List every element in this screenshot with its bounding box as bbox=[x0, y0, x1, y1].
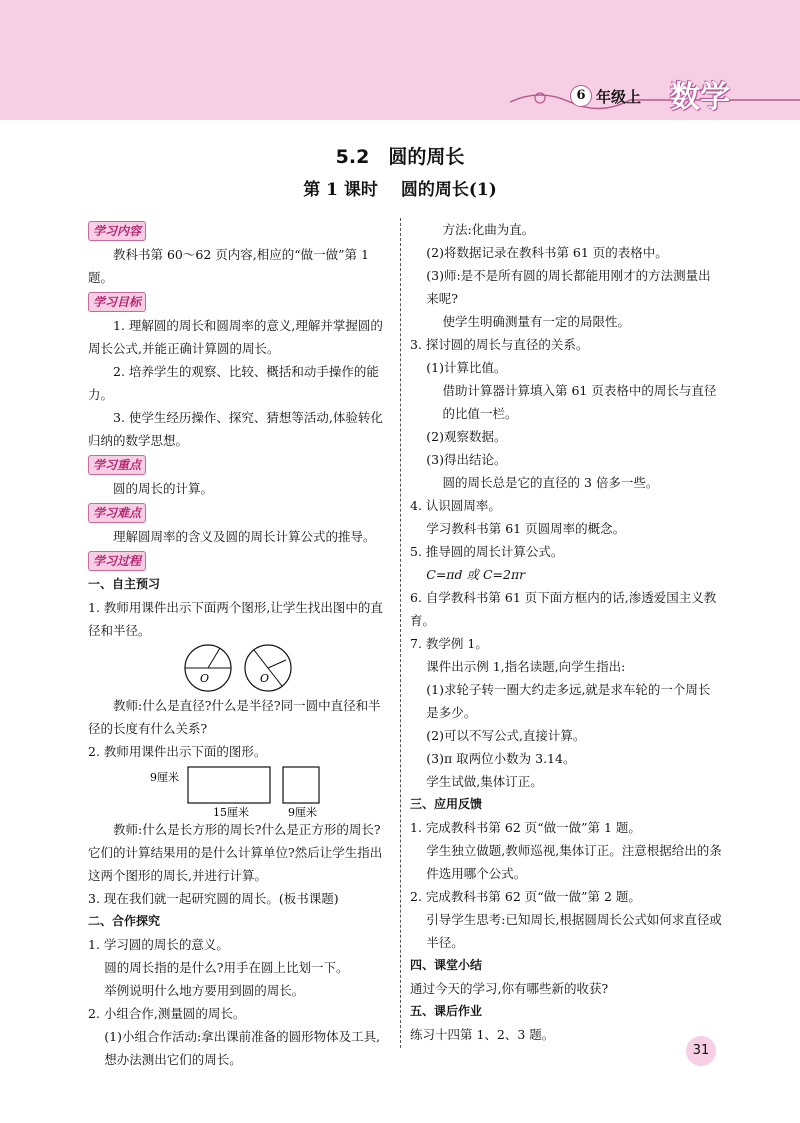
process-text: 引导学生思考:已知周长,根据圆周长公式如何求直径或半径。 bbox=[426, 912, 722, 950]
key-point-text: 圆的周长的计算。 bbox=[113, 481, 214, 496]
section-tag: 学习内容 bbox=[88, 221, 146, 241]
process-item: 6. 自学教科书第 61 页下面方框内的话,渗透爱国主义教育。 bbox=[410, 590, 717, 628]
section-heading: 五、课后作业 bbox=[410, 1004, 483, 1018]
shapes-diagram bbox=[88, 763, 392, 818]
process-text: 使学生明确测量有一定的局限性。 bbox=[442, 314, 631, 329]
process-text: 课件出示例 1,指名读题,向学生指出: bbox=[426, 659, 626, 674]
process-item: 3. 现在我们就一起研究圆的周长。(板书课题) bbox=[88, 891, 339, 906]
section-tag: 学习过程 bbox=[88, 551, 146, 571]
process-text: 圆的周长总是它的直径的 3 倍多一些。 bbox=[442, 475, 659, 490]
rect-width-label: 15厘米 bbox=[213, 806, 249, 818]
process-item: 2. 教师用课件出示下面的图形。 bbox=[88, 744, 267, 759]
process-text: (1)计算比值。 bbox=[426, 360, 507, 375]
center-label: O bbox=[200, 672, 210, 685]
process-item: 2. 小组合作,测量圆的周长。 bbox=[88, 1006, 246, 1021]
process-text: 练习十四第 1、2、3 题。 bbox=[410, 1027, 555, 1042]
section-heading: 二、合作探究 bbox=[88, 914, 161, 928]
process-text: 学生独立做题,教师巡视,集体订正。注意根据给出的条件选用哪个公式。 bbox=[426, 843, 722, 881]
page-number: 31 bbox=[686, 1036, 716, 1066]
process-item: 1. 完成教科书第 62 页“做一做”第 1 题。 bbox=[410, 820, 641, 835]
process-text: 借助计算器计算填入第 61 页表格中的周长与直径的比值一栏。 bbox=[442, 383, 717, 421]
goal-item: 2. 培养学生的观察、比较、概括和动手操作的能力。 bbox=[88, 364, 379, 402]
process-item: 7. 教学例 1。 bbox=[410, 636, 488, 651]
process-text: (1)求轮子转一圈大约走多远,就是求车轮的一个周长是多少。 bbox=[426, 682, 711, 720]
circle-figure bbox=[88, 642, 392, 694]
process-text: (3)得出结论。 bbox=[426, 452, 507, 467]
grade-label bbox=[570, 85, 641, 107]
circles-diagram bbox=[88, 642, 392, 694]
page-title: 5.2 圆的周长 bbox=[335, 146, 465, 168]
process-text: 通过今天的学习,你有哪些新的收获? bbox=[410, 981, 609, 996]
process-item: 1. 学习圆的周长的意义。 bbox=[88, 937, 229, 952]
center-label: O bbox=[260, 672, 270, 685]
lesson-subtitle: 第 1 课时 圆的周长(1) bbox=[303, 180, 497, 200]
header-banner bbox=[0, 0, 800, 120]
process-text: (3)π 取两位小数为 3.14。 bbox=[426, 751, 576, 766]
column-divider bbox=[400, 218, 401, 1048]
rect-height-label: 9厘米 bbox=[150, 771, 179, 784]
rectangle-figure bbox=[88, 763, 392, 818]
difficulty-text: 理解圆周率的含义及圆的周长计算公式的推导。 bbox=[113, 529, 376, 544]
teacher-question: 教师:什么是长方形的周长?什么是正方形的周长?它们的计算结果用的是什么计算单位?然后让学生指出这两个图形的周长,并进行计算。 bbox=[88, 822, 383, 883]
square-side-label: 9厘米 bbox=[288, 806, 317, 818]
process-text: (2)观察数据。 bbox=[426, 429, 507, 444]
process-item: 2. 完成教科书第 62 页“做一做”第 2 题。 bbox=[410, 889, 641, 904]
decorative-swirl-icon bbox=[500, 78, 800, 118]
grade-number: 6 bbox=[570, 85, 592, 107]
content-text: 教科书第 60～62 页内容,相应的“做一做”第 1 题。 bbox=[88, 247, 369, 285]
goal-item: 1. 理解圆的周长和圆周率的意义,理解并掌握圆的周长公式,并能正确计算圆的周长。 bbox=[88, 318, 383, 356]
process-item: 4. 认识圆周率。 bbox=[410, 498, 501, 513]
process-text: (2)可以不写公式,直接计算。 bbox=[426, 728, 586, 743]
process-text: (3)师:是不是所有圆的周长都能用刚才的方法测量出来呢? bbox=[426, 268, 711, 306]
process-text: 学习教科书第 61 页圆周率的概念。 bbox=[426, 521, 626, 536]
grade-text: 年级上 bbox=[596, 87, 642, 106]
section-tag: 学习难点 bbox=[88, 503, 146, 523]
process-text: (2)将数据记录在教科书第 61 页的表格中。 bbox=[426, 245, 668, 260]
section-heading: 一、自主预习 bbox=[88, 577, 161, 591]
process-item: 1. 教师用课件出示下面两个图形,让学生找出图中的直径和半径。 bbox=[88, 600, 383, 638]
subject-logo: 数学 bbox=[670, 80, 730, 115]
process-text: 学生试做,集体订正。 bbox=[426, 774, 543, 789]
right-column bbox=[410, 218, 722, 1046]
formula: C=πd 或 C=2πr bbox=[426, 567, 526, 582]
section-heading: 四、课堂小结 bbox=[410, 958, 483, 972]
section-tag: 学习目标 bbox=[88, 292, 146, 312]
teacher-question: 教师:什么是直径?什么是半径?同一圆中直径和半径的长度有什么关系? bbox=[88, 698, 381, 736]
process-item: 3. 探讨圆的周长与直径的关系。 bbox=[410, 337, 589, 352]
process-text: (1)小组合作活动:拿出课前准备的圆形物体及工具,想办法测出它们的周长。 bbox=[104, 1029, 381, 1067]
process-text: 圆的周长指的是什么?用手在圆上比划一下。 bbox=[104, 960, 349, 975]
goal-item: 3. 使学生经历操作、探究、猜想等活动,体验转化归纳的数学思想。 bbox=[88, 410, 383, 448]
left-column bbox=[88, 218, 392, 1071]
section-heading: 三、应用反馈 bbox=[410, 797, 483, 811]
section-tag: 学习重点 bbox=[88, 455, 146, 475]
process-text: 方法:化曲为直。 bbox=[442, 222, 535, 237]
process-item: 5. 推导圆的周长计算公式。 bbox=[410, 544, 564, 559]
process-text: 举例说明什么地方要用到圆的周长。 bbox=[104, 983, 305, 998]
